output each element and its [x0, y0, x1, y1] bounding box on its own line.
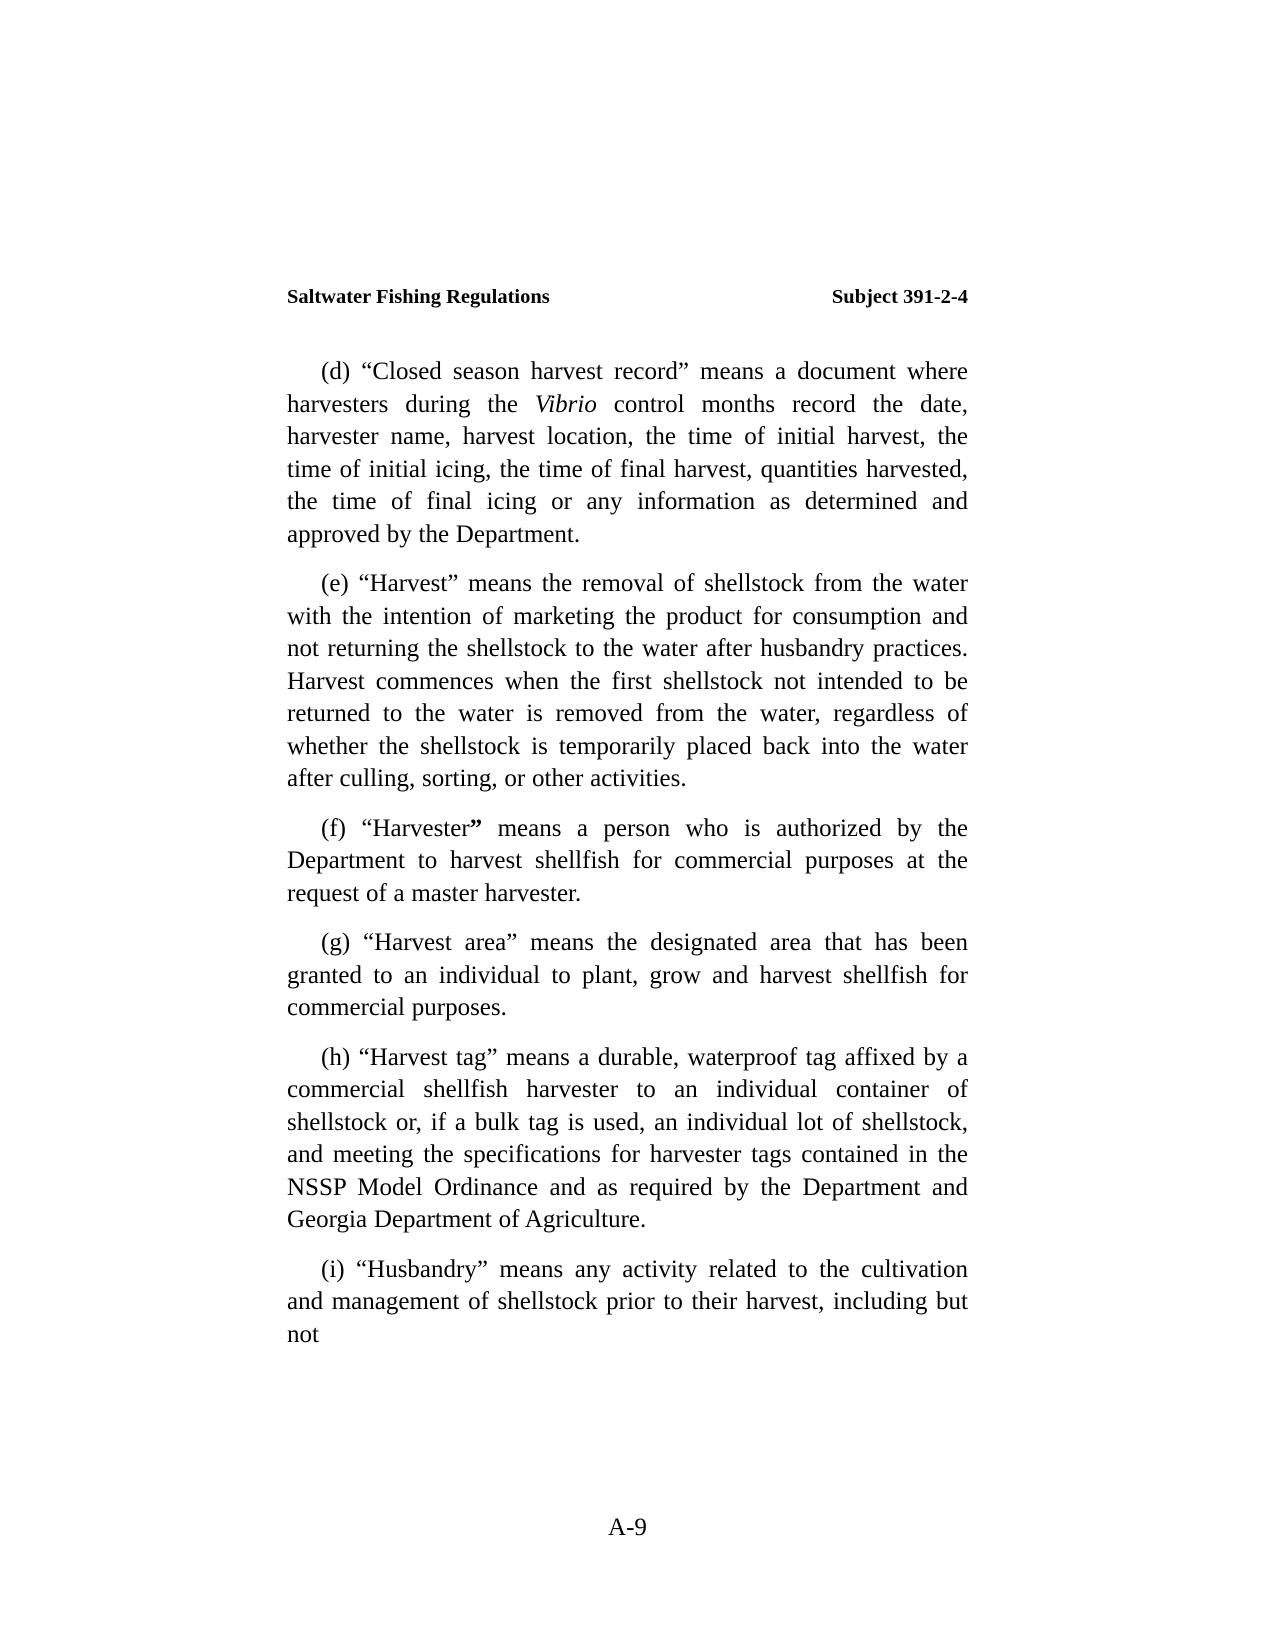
header-subject: Subject 391-2-4: [831, 286, 968, 308]
paragraph-d-text: (d) “Closed season harvest record” means a document where harvesters during the: [287, 358, 968, 418]
paragraph-i-text: (i) “Husbandry” means any activity related to the cultivation and management of shellstock prior to their harvest, including but not: [287, 1255, 968, 1348]
header-title: Saltwater Fishing Regulations: [287, 286, 550, 308]
page-header: [287, 286, 968, 308]
paragraph-h: [287, 1042, 968, 1237]
paragraph-d-text-after: control months record the date, harvester name, harvest location, the time of initial harvest, the time of initial icing, the time of final harvest, quantities harvested, the time of final icing or any information as determined and approved by the Department.: [287, 390, 968, 548]
paragraph-i: [287, 1254, 968, 1352]
document-body: [287, 356, 968, 1351]
paragraph-g: [287, 927, 968, 1025]
paragraph-f-text: (f) “Harvester: [321, 814, 470, 842]
page-number: A-9: [608, 1514, 647, 1541]
paragraph-f-text-after: means a person who is authorized by the Department to harvest shellfish for commercial purposes at the request of a master harvester.: [287, 814, 968, 907]
paragraph-h-text: (h) “Harvest tag” means a durable, waterproof tag affixed by a commercial shellfish harvester to an individual container of shellstock or, if a bulk tag is used, an individual lot of shellstock, and meeting the specifications for harvester tags contained in the NSSP Model Ordinance and as required by the Department and Georgia Department of Agriculture.: [287, 1043, 968, 1233]
paragraph-e-text: (e) “Harvest” means the removal of shellstock from the water with the intention of marketing the product for consumption and not returning the shellstock to the water after husbandry practices. Harvest commences when the first shellstock not intended to be returned to the water is removed from the water, regardless of whether the shellstock is temporarily placed back into the water after culling, sorting, or other activities.: [287, 570, 968, 792]
paragraph-f: [287, 813, 968, 911]
bold-closing-quote: ”: [469, 814, 483, 842]
paragraph-e: [287, 568, 968, 796]
page-footer: [287, 1512, 968, 1544]
paragraph-g-text: (g) “Harvest area” means the designated area that has been granted to an individual to plant, grow and harvest shellfish for commercial purposes.: [287, 929, 968, 1021]
page-content: [287, 286, 968, 1368]
paragraph-d: [287, 356, 968, 551]
italic-term-vibrio: Vibrio: [534, 390, 597, 418]
